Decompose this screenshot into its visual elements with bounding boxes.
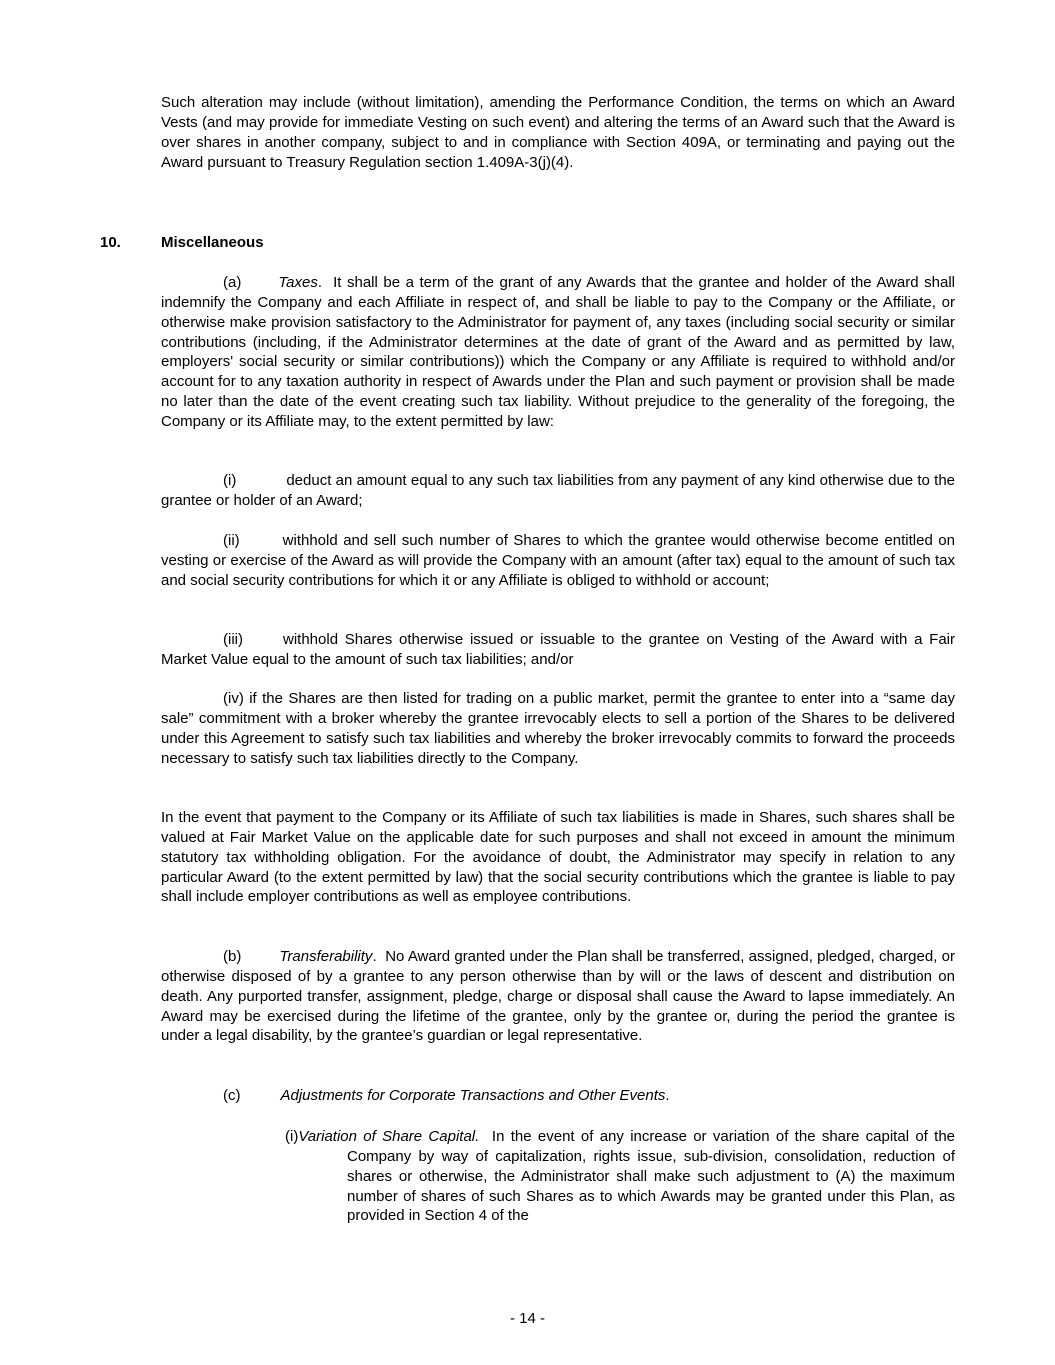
tax-option-ii [161, 531, 955, 591]
tax-option-iv [161, 689, 955, 768]
tax-option-ii-label: (ii) [223, 532, 240, 549]
taxes-title-suffix: . [317, 274, 322, 291]
tax-option-i-text: deduct an amount equal to any such tax liabilities from any payment of any kind otherwise due to the grantee or holder of an Award; [161, 472, 955, 509]
tax-option-i [161, 471, 955, 511]
tax-option-iii-label: (iii) [223, 631, 243, 648]
alteration-text: Such alteration may include (without limitation), amending the Performance Condition, the terms on which an Award Vests (and may provide for immediate Vesting on such event) and altering the terms of an Award such that the Award is over shares in another company, subject to and in compliance with Section 409A, or terminating and paying out the Award pursuant to Treasury Regulation section 1.409A-3(j)(4). [161, 94, 955, 171]
variation-title: Variation of Share Capital. [298, 1128, 480, 1145]
tax-option-iii-text: withhold Shares otherwise issued or issuable to the grantee on Vesting of the Award with a Fair Market Value equal to the amount of such tax liabilities; and/or [161, 631, 955, 668]
taxes-label: (a) [223, 274, 242, 291]
variation-text: In the event of any increase or variation of the share capital of the Company by way of capitalization, rights issue, sub-division, consolidation, reduction of shares or otherwise, the Administrator shall make such adjustment to (A) the maximum number of shares of such Shares as to which Awards may be granted under this Plan, as provided in Section 4 of the [347, 1128, 956, 1225]
section-number: 10. [100, 234, 121, 251]
transferability-title: Transferability [279, 948, 373, 965]
variation-label: (i) [285, 1128, 299, 1145]
transferability-title-suffix: . [372, 948, 377, 965]
adjustments-label: (c) [223, 1087, 241, 1104]
share-payment-text: In the event that payment to the Company or its Affiliate of such tax liabilities is made in Shares, such shares shall be valued at Fair Market Value on the applicable date for such purposes and shall not exceed in amount the minimum statutory tax withholding obligation. For the avoidance of doubt, the Administrator may specify in relation to any particular Award (to the extent permitted by law) that the social security contributions which the grantee is liable to pay shall include employer contributions as well as employee contributions. [161, 809, 955, 906]
variation-share-capital-paragraph [285, 1127, 955, 1226]
page-number: - 14 - [509, 1310, 545, 1327]
transferability-paragraph [161, 947, 955, 1046]
adjustments-title: Adjustments for Corporate Transactions and Other Events [280, 1087, 666, 1104]
taxes-paragraph [161, 273, 955, 432]
adjustments-title-suffix: . [665, 1087, 670, 1104]
alteration-paragraph [161, 93, 955, 172]
taxes-text: It shall be a term of the grant of any Awards that the grantee and holder of the Award shall indemnify the Company and each Affiliate in respect of, and shall be liable to pay to the Company or the Affiliate, or otherwise make provision satisfactory to the Administrator for payment of, any taxes (including social security or similar contributions (including, if the Administrator determines at the date of grant of the Award and as permitted by law, employers' social security or similar contributions)) which the Company or any Affiliate is required to withhold and/or account for to any taxation authority in respect of Awards under the Plan and such payment or provision shall be made no later than the date of the event creating such tax liability. Without prejudice to the generality of the foregoing, the Company or its Affiliate may, to the extent permitted by law: [161, 274, 955, 430]
tax-option-iv-text: (iv) if the Shares are then listed for trading on a public market, permit the grantee to enter into a “same day sale” commitment with a broker whereby the grantee irrevocably elects to sell a portion of the Shares to be delivered under this Agreement to satisfy such tax liabilities and whereby the broker irrevocably commits to forward the proceeds necessary to satisfy such tax liabilities directly to the Company. [161, 690, 955, 767]
tax-option-ii-text: withhold and sell such number of Shares to which the grantee would otherwise become entitled on vesting or exercise of the Award as will provide the Company with an amount (after tax) equal to the amount of such tax and social security contributions for which it or any Affiliate is obliged to withhold or account; [161, 532, 955, 589]
section-title: Miscellaneous [161, 234, 264, 251]
transferability-label: (b) [223, 948, 242, 965]
taxes-title: Taxes [278, 274, 318, 291]
transferability-text: No Award granted under the Plan shall be transferred, assigned, pledged, charged, or otherwise disposed of by a grantee to any person otherwise than by will or the laws of descent and distribution on death. Any purported transfer, assignment, pledge, charge or disposal shall cause the Award to lapse immediately. An Award may be exercised during the lifetime of the grantee, only by the grantee or, during the period the grantee is under a legal disability, by the grantee’s guardian or legal representative. [161, 948, 955, 1045]
tax-option-i-label: (i) [223, 472, 237, 489]
tax-option-iii [161, 630, 955, 670]
share-payment-paragraph [161, 808, 955, 907]
adjustments-heading [223, 1086, 670, 1106]
